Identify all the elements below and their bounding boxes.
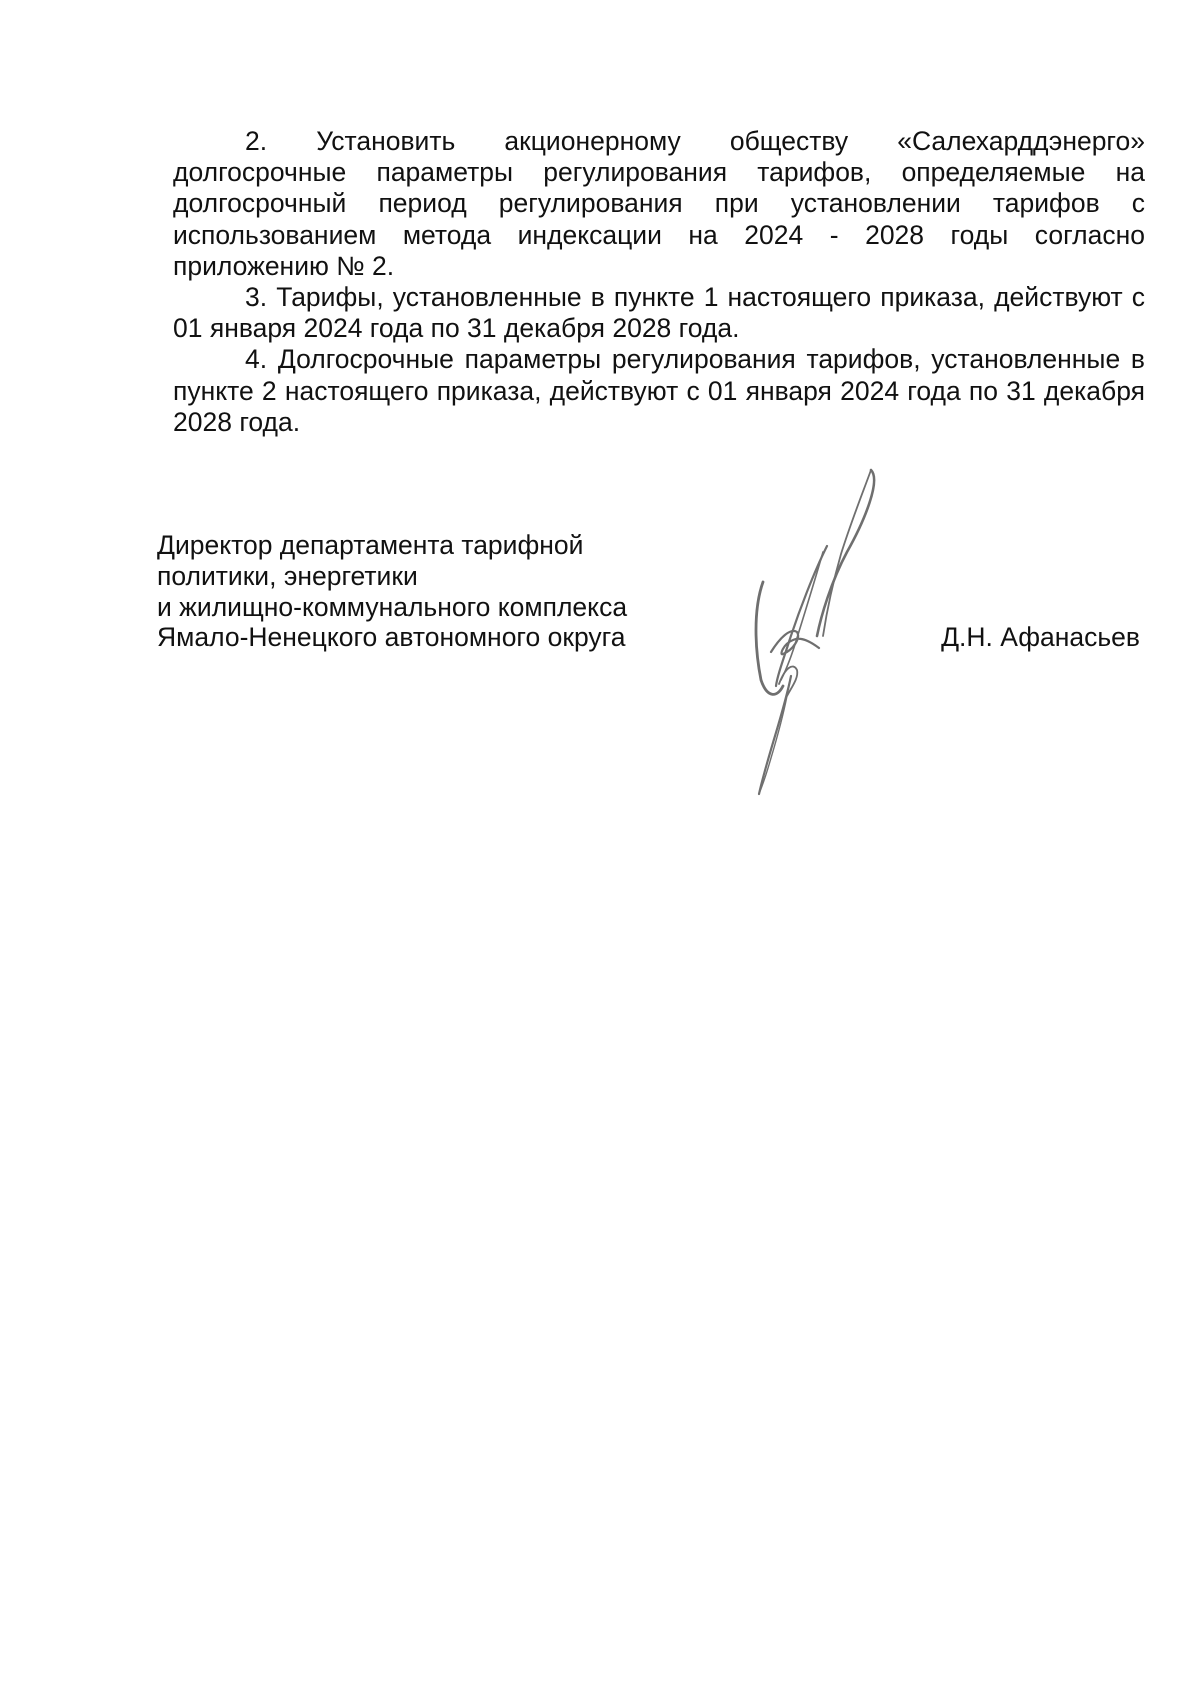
clause-2: 2. Установить акционерному обществу «Салехарддэнерго» долгосрочные параметры регулирования тарифов, определяемые на долгосрочный период регулирования при установлении тарифов с использованием метода индексации на 2024 - 2028 годы согласно приложению № 2. (173, 126, 1145, 281)
clause-4: 4. Долгосрочные параметры регулирования тарифов, установленные в пункте 2 настоящего приказа, действуют с 01 января 2024 года по 31 декабря 2028 года. (173, 344, 1145, 437)
handwritten-signature-icon (735, 460, 935, 810)
order-clauses (173, 126, 1145, 438)
signatory-title-line: и жилищно-коммунального комплекса (157, 591, 628, 622)
signatory-title-line: политики, энергетики (157, 560, 418, 591)
clause-3: 3. Тарифы, установленные в пункте 1 настоящего приказа, действуют с 01 января 2024 года по 31 декабря 2028 года. (173, 282, 1145, 344)
signatory-name: Д.Н. Афанасьев (941, 622, 1140, 652)
signatory-title-line: Директор департамента тарифной (157, 530, 584, 560)
signatory-title (157, 530, 677, 653)
signatory-title-line: Ямало-Ненецкого автономного округа (157, 622, 626, 653)
